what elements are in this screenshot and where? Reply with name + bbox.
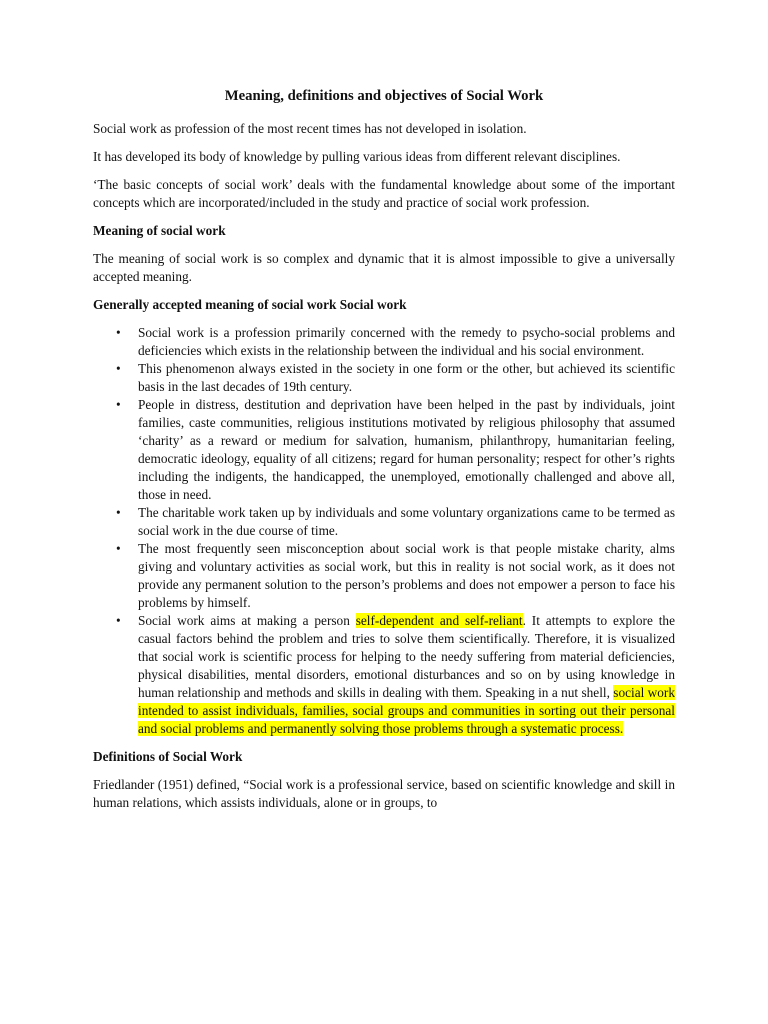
intro-paragraph-2: It has developed its body of knowledge by pulling various ideas from different relevant disciplines.: [93, 149, 621, 164]
general-meaning-heading: Generally accepted meaning of social work Social work: [93, 297, 407, 312]
list-item: [93, 612, 675, 738]
definitions-paragraph: Friedlander (1951) defined, “Social work is a professional service, based on scientific knowledge and skill in human relations, which assists individuals, alone or in groups, to: [93, 777, 675, 810]
list-item: [93, 396, 675, 504]
list-item-text: [138, 613, 675, 736]
definitions-heading: Definitions of Social Work: [93, 749, 243, 764]
text-run: . It attempts to explore the casual factors behind the problem and tries to solve them scientifically. Therefore, it is visualized that social work is scientific process for helping to the needy suffering from material deficiencies, physical disabilities, mental disorders, emotional disturbances and so on by using knowledge in human relationship and methods and skills in dealing with them. Speaking in a nut shell,: [138, 613, 675, 700]
document-title: Meaning, definitions and objectives of Social Work: [224, 88, 544, 104]
meaning-paragraph: The meaning of social work is so complex and dynamic that it is almost impossible to give a universally accepted meaning.: [93, 251, 675, 284]
bullet-icon: •: [116, 325, 121, 340]
meaning-heading: Meaning of social work: [93, 223, 226, 238]
document-page: [93, 86, 675, 822]
meaning-bullet-list: [93, 324, 675, 738]
bullet-icon: •: [116, 613, 121, 628]
list-item: [93, 324, 675, 360]
intro-paragraph-1: Social work as profession of the most recent times has not developed in isolation.: [93, 121, 527, 136]
list-item: [93, 540, 675, 612]
list-item-text: People in distress, destitution and deprivation have been helped in the past by individuals, joint families, caste communities, religious institutions motivated by religious philosophy that assumed ‘charity’ as a reward or medium for salvation, humanism, philanthropy, humanitarian feeling, democratic ideology, equality of all citizens; regard for human personality; respect for other’s rights including the indigents, the handicapped, the unemployed, emotionally challenged and above all, those in need.: [138, 397, 675, 502]
list-item: [93, 504, 675, 540]
bullet-icon: •: [116, 397, 121, 412]
list-item-text: This phenomenon always existed in the society in one form or the other, but achieved its scientific basis in the last decades of 19th century.: [138, 361, 675, 394]
bullet-icon: •: [116, 541, 121, 556]
list-item-text: Social work is a profession primarily concerned with the remedy to psycho-social problems and deficiencies which exists in the relationship between the individual and his social environment.: [138, 325, 675, 358]
bullet-icon: •: [116, 505, 121, 520]
list-item: [93, 360, 675, 396]
intro-paragraph-3: ‘The basic concepts of social work’ deals with the fundamental knowledge about some of the important concepts which are incorporated/included in the study and practice of social work profession.: [93, 177, 675, 210]
bullet-icon: •: [116, 361, 121, 376]
text-run: Social work aims at making a person: [138, 613, 356, 628]
list-item-text: The most frequently seen misconception about social work is that people mistake charity, alms giving and voluntary activities as social work, but this in reality is not social work, as it does not provide any permanent solution to the person’s problems and does not empower a person to face his problems by himself.: [138, 541, 675, 610]
highlighted-text: social work intended to assist individuals, families, social groups and communities in sorting out their personal and social problems and permanently solving those problems through a systematic process.: [138, 685, 675, 736]
list-item-text: The charitable work taken up by individuals and some voluntary organizations came to be termed as social work in the due course of time.: [138, 505, 675, 538]
highlighted-text: self-dependent and self-reliant: [355, 613, 523, 628]
